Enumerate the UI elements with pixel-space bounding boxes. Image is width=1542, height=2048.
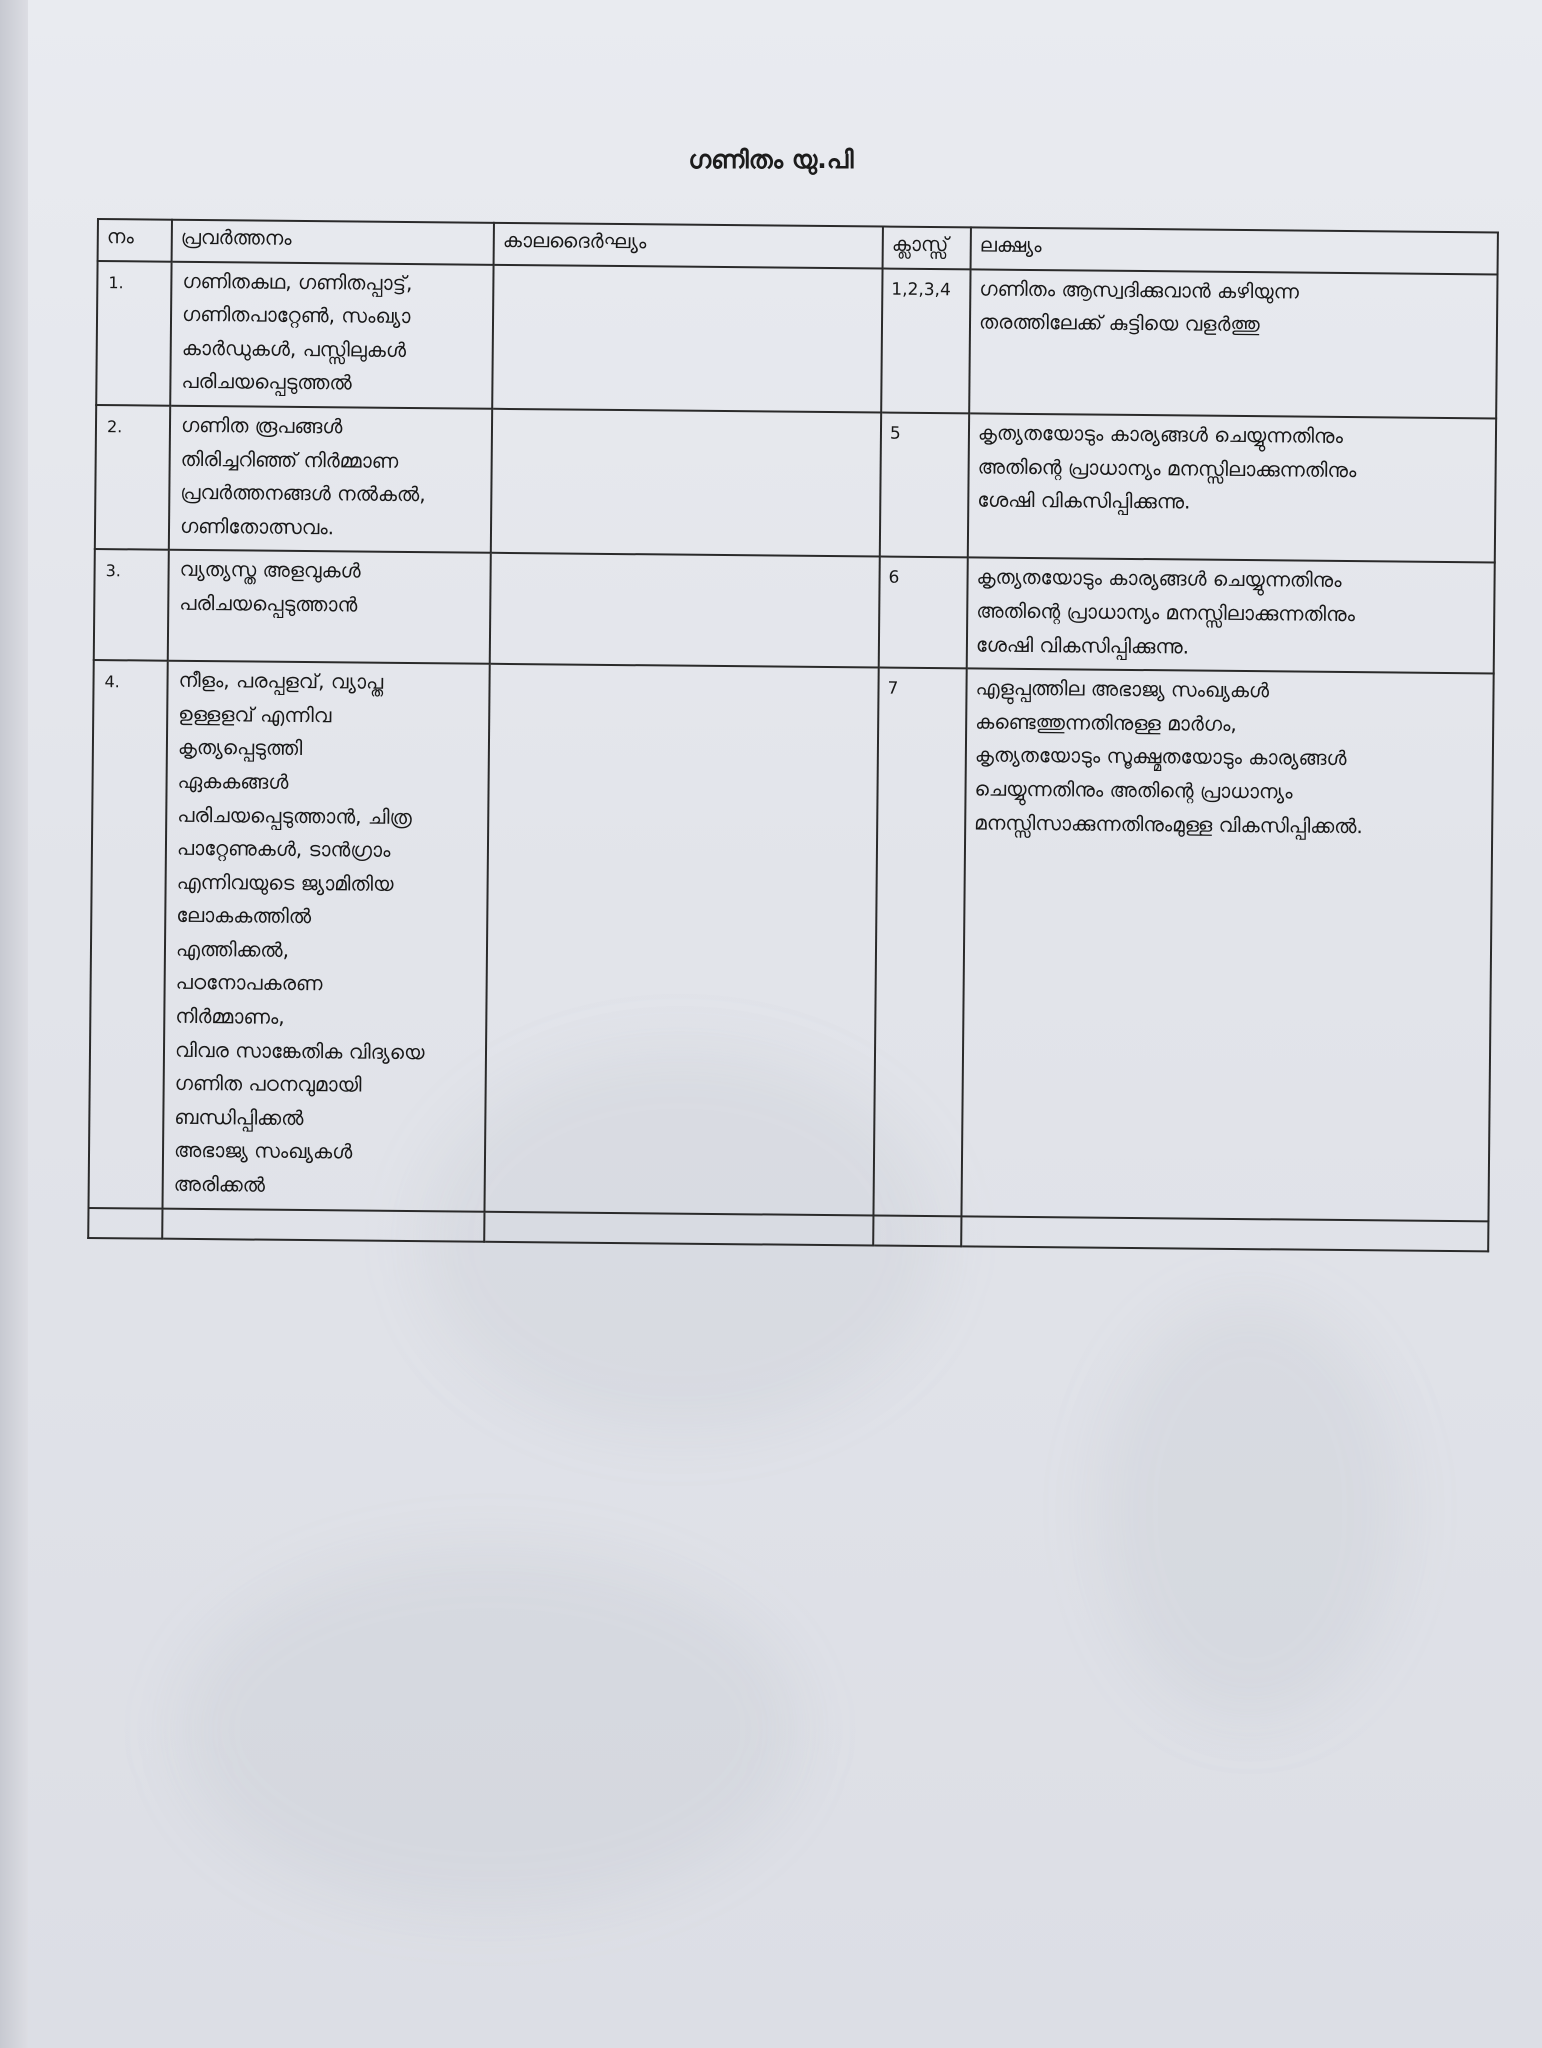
row-duration bbox=[492, 264, 882, 412]
row-activity: ഗണിത രൂപങ്ങൾ തിരിച്ചറിഞ്ഞ് നിർമ്മാണ പ്രവർത്തനങ്ങൾ നൽകൽ, ഗണിതോത്സവം. bbox=[169, 406, 492, 553]
header-class: ക്ലാസ്സ് bbox=[883, 227, 971, 269]
row-class: 6 bbox=[879, 557, 968, 669]
row-number: 4. bbox=[89, 660, 168, 1208]
row-class: 7 bbox=[873, 668, 966, 1216]
row-activity: ഗണിതകഥ, ഗണിതപ്പാട്ട്, ഗണിതപാറ്റേൺ, സംഖ്യാ കാർഡുകൾ, പസ്സിലുകൾ പരിചയപ്പെടുത്തൽ bbox=[170, 261, 493, 408]
table-row bbox=[89, 660, 1494, 1221]
header-duration: കാലദൈർഘ്യം bbox=[494, 223, 883, 268]
row-number: 2. bbox=[95, 405, 170, 550]
document-title: ഗണിതം യു.പി bbox=[688, 145, 854, 174]
header-number: നം bbox=[98, 219, 172, 261]
row-goal: ഗണിതം ആസ്വദിക്കുവാൻ കഴിയുന്ന തരത്തിലേക്ക് കുട്ടിയെ വളർത്തു bbox=[969, 269, 1497, 418]
table-row bbox=[94, 549, 1495, 673]
row-activity: നീളം, പരപ്പളവ്, വ്യാപ്ത ഉള്ളളവ് എന്നിവ കൃത്യപ്പെടുത്തി ഏകകങ്ങൾ പരിചയപ്പെടുത്താൻ, ചിത്ര പാറ്റേണുകൾ, ടാൻഗ്രാം എന്നിവയുടെ ജ്യാമിതിയ ലോകകത്തിൽ എത്തിക്കൽ, പഠനോപകരണ നിർമ്മാണം, വിവര സാങ്കേതിക വിദ്യയെ ഗണിത പഠനവുമായി ബന്ധിപ്പിക്കൽ അഭാജ്യ സംഖ്യകൾ അരിക്കൽ bbox=[162, 661, 489, 1212]
activity-table bbox=[87, 218, 1499, 1252]
empty-cell bbox=[162, 1208, 484, 1241]
row-duration bbox=[484, 664, 878, 1215]
empty-cell bbox=[484, 1211, 873, 1245]
binding-edge bbox=[0, 0, 28, 2048]
table-row bbox=[95, 405, 1496, 563]
header-goal: ലക്ഷ്യം bbox=[971, 227, 1498, 274]
row-goal: കൃത്യതയോടും കാര്യങ്ങൾ ചെയ്യുന്നതിനും അതിന്റെ പ്രാധാന്യം മനസ്സിലാക്കുന്നതിനും ശേഷി വികസിപ്പിക്കുന്നു. bbox=[967, 558, 1495, 674]
empty-cell bbox=[88, 1208, 162, 1239]
row-number: 1. bbox=[96, 261, 171, 406]
row-class: 5 bbox=[880, 413, 969, 558]
row-duration bbox=[490, 553, 880, 668]
paper-smudge bbox=[1100, 1300, 1400, 1720]
row-class: 1,2,3,4 bbox=[881, 268, 970, 413]
paper-smudge bbox=[180, 1550, 800, 1910]
row-goal: എളുപ്പത്തില അഭാജ്യ സംഖ്യകൾ കണ്ടെത്തുന്നതിനുള്ള മാർഗം, കൃത്യതയോടും സൂക്ഷ്മതയോടും കാര്യങ്ങൾ ചെയ്യുന്നതിനും അതിന്റെ പ്രാധാന്യം മനസ്സിസാക്കുന്നതിനുംമുള്ള വികസിപ്പിക്കൽ. bbox=[961, 668, 1493, 1221]
table-row bbox=[96, 261, 1497, 419]
row-number: 3. bbox=[94, 549, 169, 660]
row-duration bbox=[491, 409, 881, 557]
row-goal: കൃത്യതയോടും കാര്യങ്ങൾ ചെയ്യുന്നതിനും അതിന്റെ പ്രാധാന്യം മനസ്സിലാക്കുന്നതിനും ശേഷി വികസിപ്പിക്കുന്നു. bbox=[968, 413, 1496, 562]
empty-cell bbox=[961, 1216, 1488, 1251]
empty-cell bbox=[873, 1215, 961, 1246]
row-activity: വ്യത്യസ്ത അളവുകൾ പരിചയപ്പെടുത്താൻ bbox=[168, 550, 491, 664]
header-activity: പ്രവർത്തനം bbox=[172, 220, 494, 265]
